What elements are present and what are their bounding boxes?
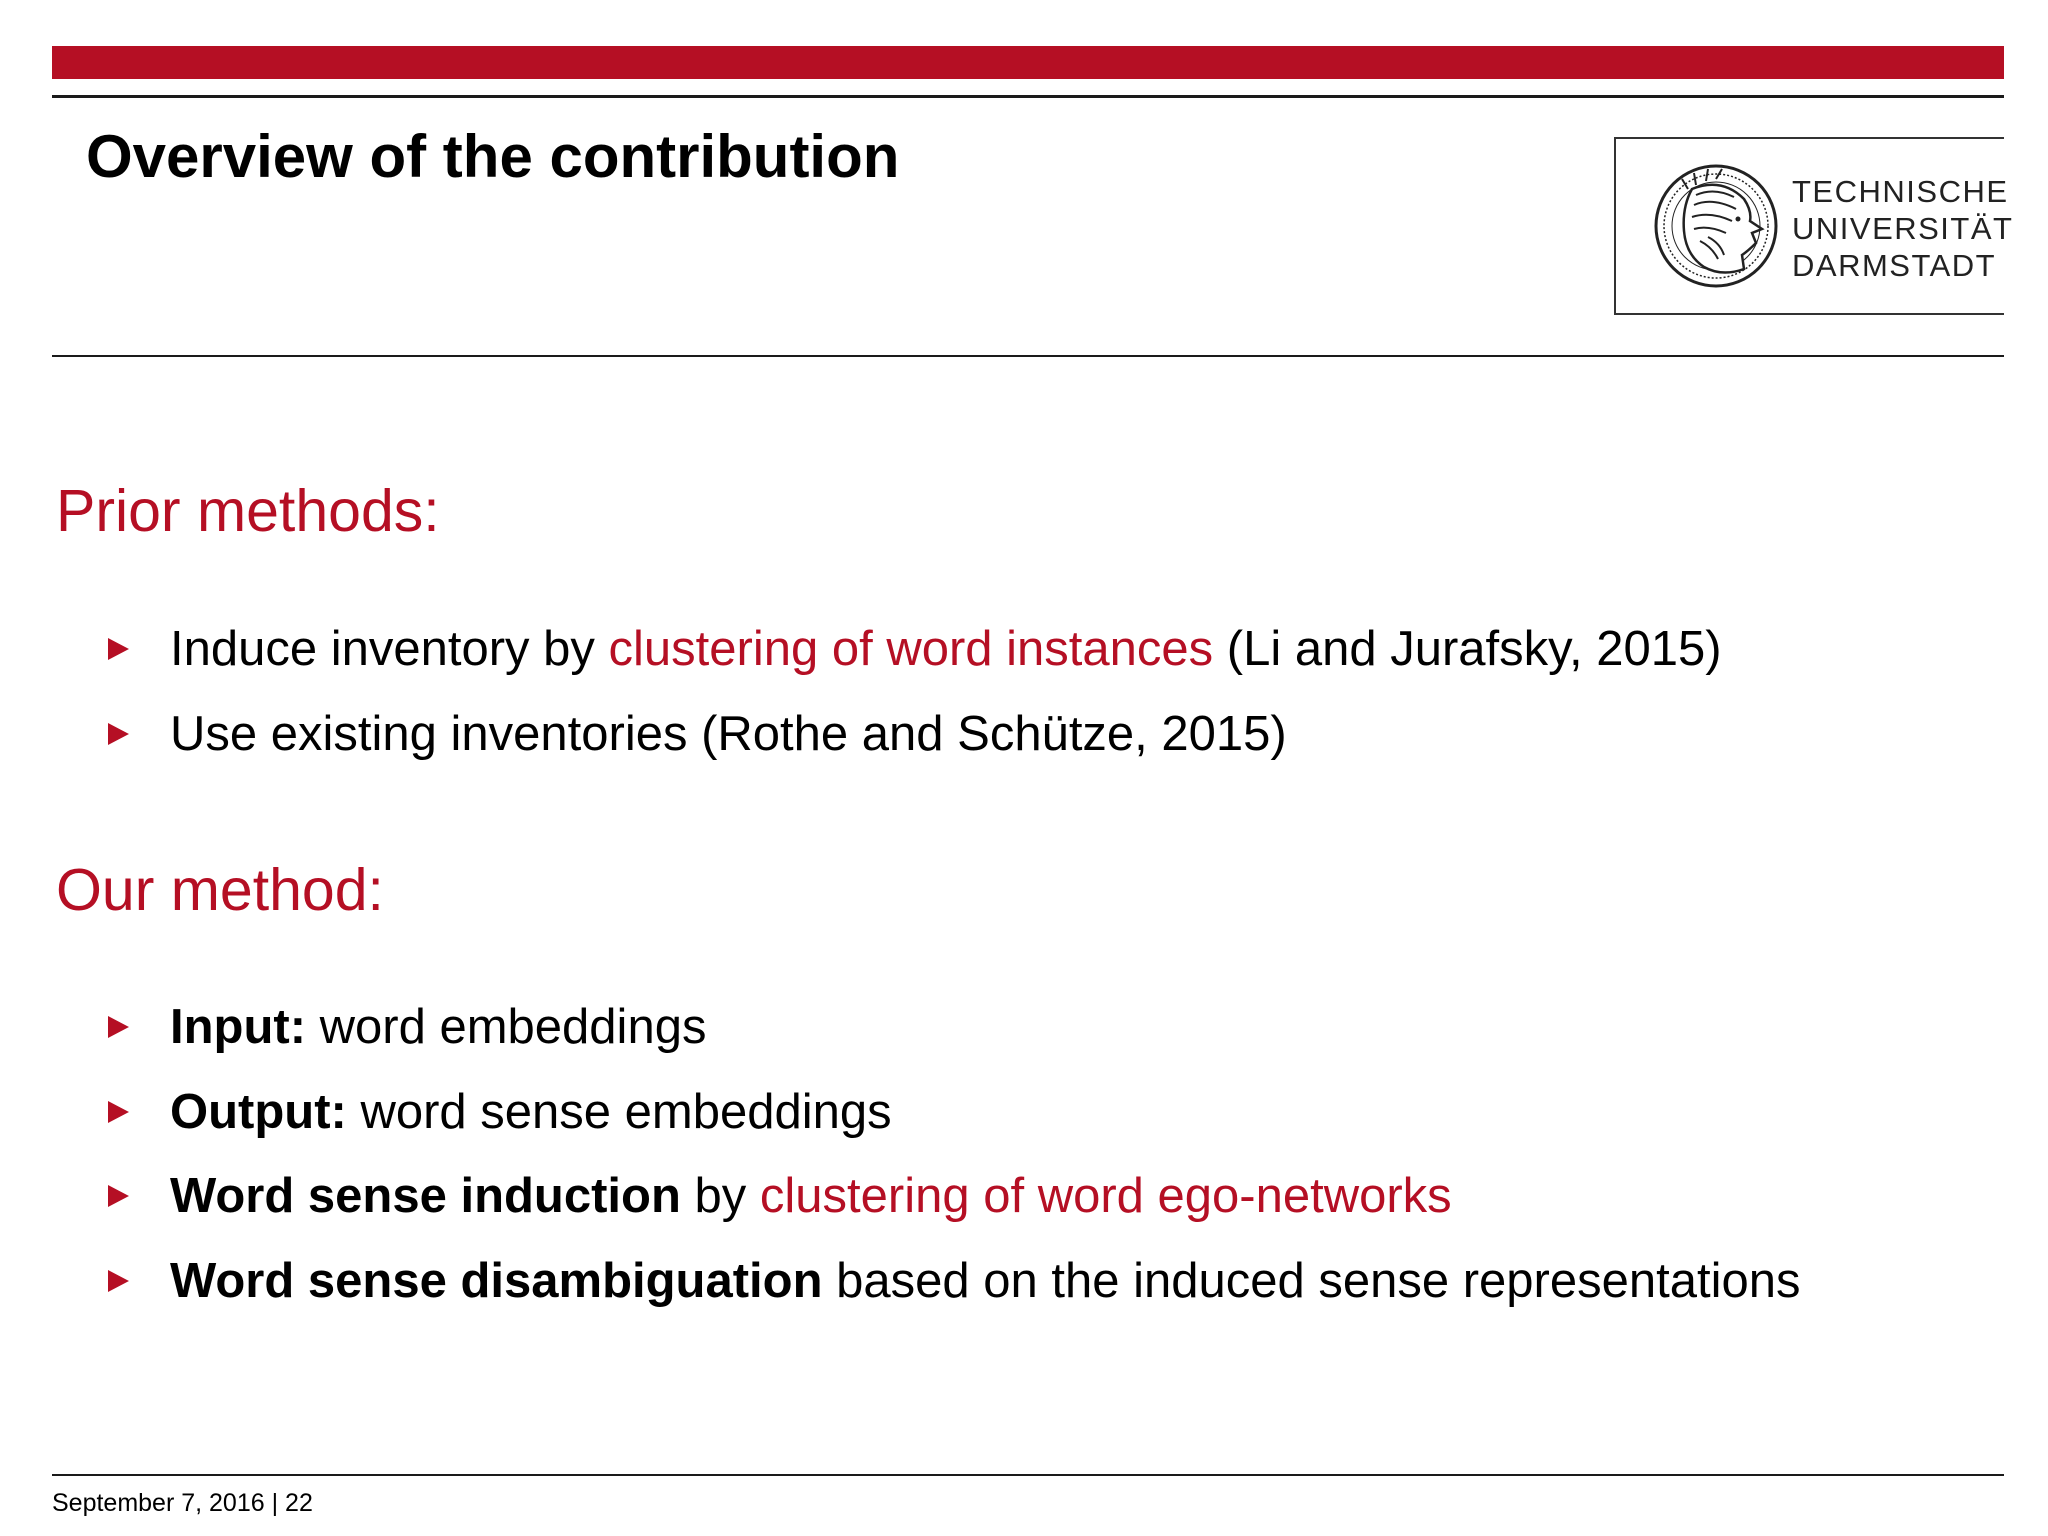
bullet-text-bold: Word sense induction <box>170 1169 681 1223</box>
bullet-text-plain: word embeddings <box>306 1000 707 1054</box>
triangle-bullet-icon <box>108 1016 129 1038</box>
footer-page-number: 22 <box>285 1489 313 1517</box>
footer-separator: | <box>264 1489 286 1517</box>
triangle-bullet-icon <box>108 638 129 660</box>
header-rule-top <box>52 95 2004 98</box>
bullet-text-bold: Output: <box>170 1084 347 1139</box>
header-rule-bottom <box>52 355 2004 357</box>
bullet-text <box>170 1167 1452 1225</box>
bullet-text-highlight: clustering of word instances <box>608 622 1214 676</box>
bullet-text <box>170 998 706 1056</box>
university-name-line1: TECHNISCHE <box>1792 174 2009 209</box>
section-heading-our-method: Our method: <box>56 857 384 923</box>
triangle-bullet-icon <box>108 723 129 745</box>
bullet-text: Use existing inventories (Rothe and Schütze, 2015) <box>170 706 1287 761</box>
bullet-text-citation: (Li and Jurafsky, 2015) <box>1213 622 1722 676</box>
athena-head-seal-icon <box>1652 159 1780 293</box>
bullet-text-plain: based on the induced sense representations <box>822 1253 1801 1308</box>
bullet-text-highlight: clustering of word ego-networks <box>759 1169 1452 1223</box>
footer-rule <box>52 1474 2004 1476</box>
bullet-text-bold: Word sense disambiguation <box>170 1253 823 1308</box>
header-accent-bar <box>52 46 2004 79</box>
slide-title: Overview of the contribution <box>86 123 900 190</box>
university-name-line2: UNIVERSITÄT <box>1792 211 2014 246</box>
triangle-bullet-icon <box>108 1270 129 1292</box>
university-name <box>1792 173 2013 284</box>
university-name-line3: DARMSTADT <box>1792 248 1997 283</box>
bullet-text <box>170 620 1722 678</box>
bullet-text <box>170 1252 1801 1310</box>
bullet-text-plain: word sense embeddings <box>346 1084 892 1139</box>
bullet-text-plain: by <box>680 1169 760 1223</box>
bullet-text <box>170 1083 892 1141</box>
section-heading-prior-methods: Prior methods: <box>56 478 440 544</box>
triangle-bullet-icon <box>108 1101 129 1123</box>
triangle-bullet-icon <box>108 1185 129 1207</box>
bullet-text-plain: Induce inventory by <box>170 622 609 676</box>
bullet-text-bold: Input: <box>170 1000 307 1054</box>
university-logo <box>1614 137 2014 315</box>
footer-date: September 7, 2016 <box>52 1489 265 1517</box>
footer <box>52 1489 313 1518</box>
